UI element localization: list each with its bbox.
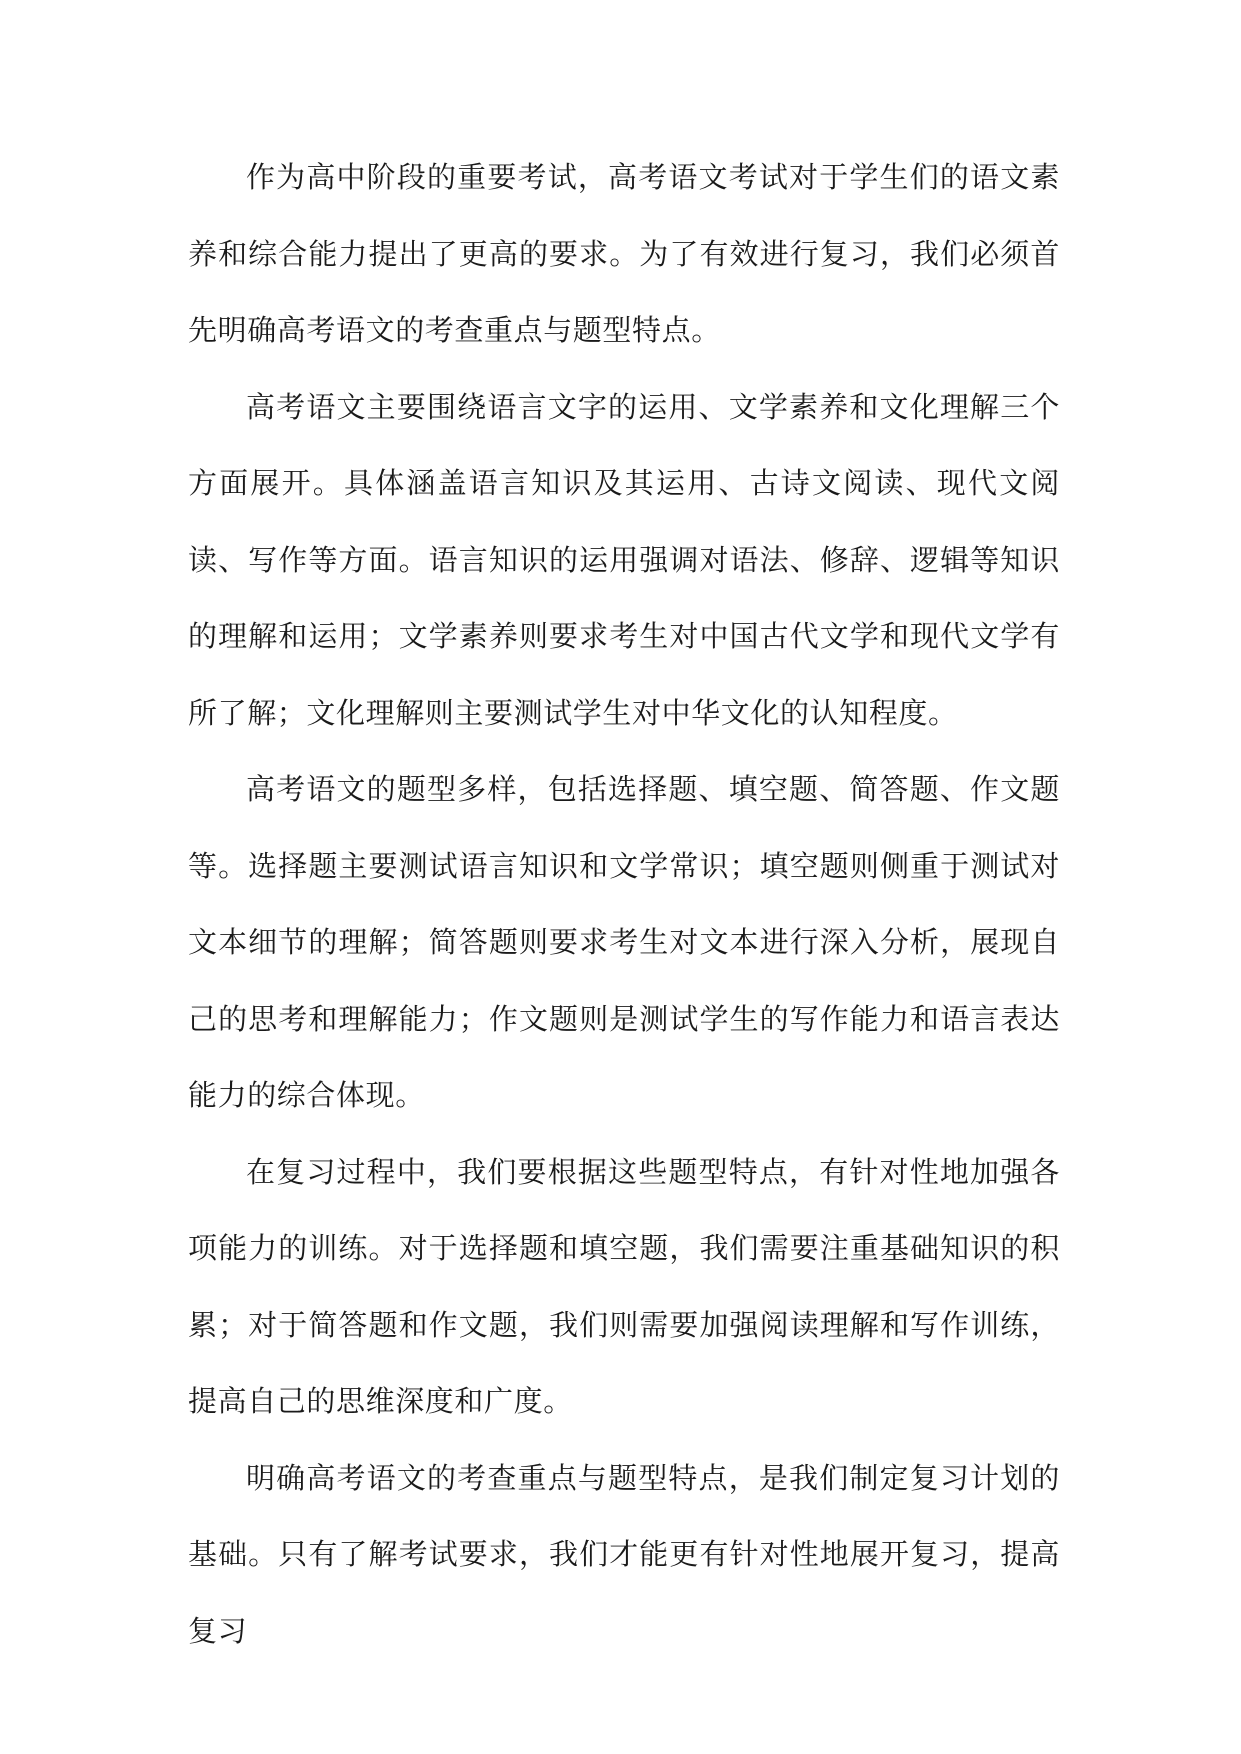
paragraph-3: 高考语文的题型多样，包括选择题、填空题、简答题、作文题等。选择题主要测试语言知识和文学常识；填空题则侧重于测试对文本细节的理解；简答题则要求考生对文本进行深入分析，展现自己的思考和理解能力；作文题则是测试学生的写作能力和语言表达能力的综合体现。 [188, 772, 1060, 1112]
paragraph-2: 高考语文主要围绕语言文字的运用、文学素养和文化理解三个方面展开。具体涵盖语言知识及其运用、古诗文阅读、现代文阅读、写作等方面。语言知识的运用强调对语法、修辞、逻辑等知识的理解和运用；文学素养则要求考生对中国古代文学和现代文学有所了解；文化理解则主要测试学生对中华文化的认知程度。 [188, 389, 1060, 730]
document-body [188, 139, 1060, 1669]
paragraph-5: 明确高考语文的考查重点与题型特点，是我们制定复习计划的基础。只有了解考试要求，我们才能更有针对性地展开复习，提高复习 [188, 1460, 1060, 1648]
paragraph-4: 在复习过程中，我们要根据这些题型特点，有针对性地加强各项能力的训练。对于选择题和填空题，我们需要注重基础知识的积累；对于简答题和作文题，我们则需要加强阅读理解和写作训练，提高自己的思维深度和广度。 [188, 1154, 1060, 1418]
paragraph-1: 作为高中阶段的重要考试，高考语文考试对于学生们的语文素养和综合能力提出了更高的要求。为了有效进行复习，我们必须首先明确高考语文的考查重点与题型特点。 [188, 160, 1060, 347]
